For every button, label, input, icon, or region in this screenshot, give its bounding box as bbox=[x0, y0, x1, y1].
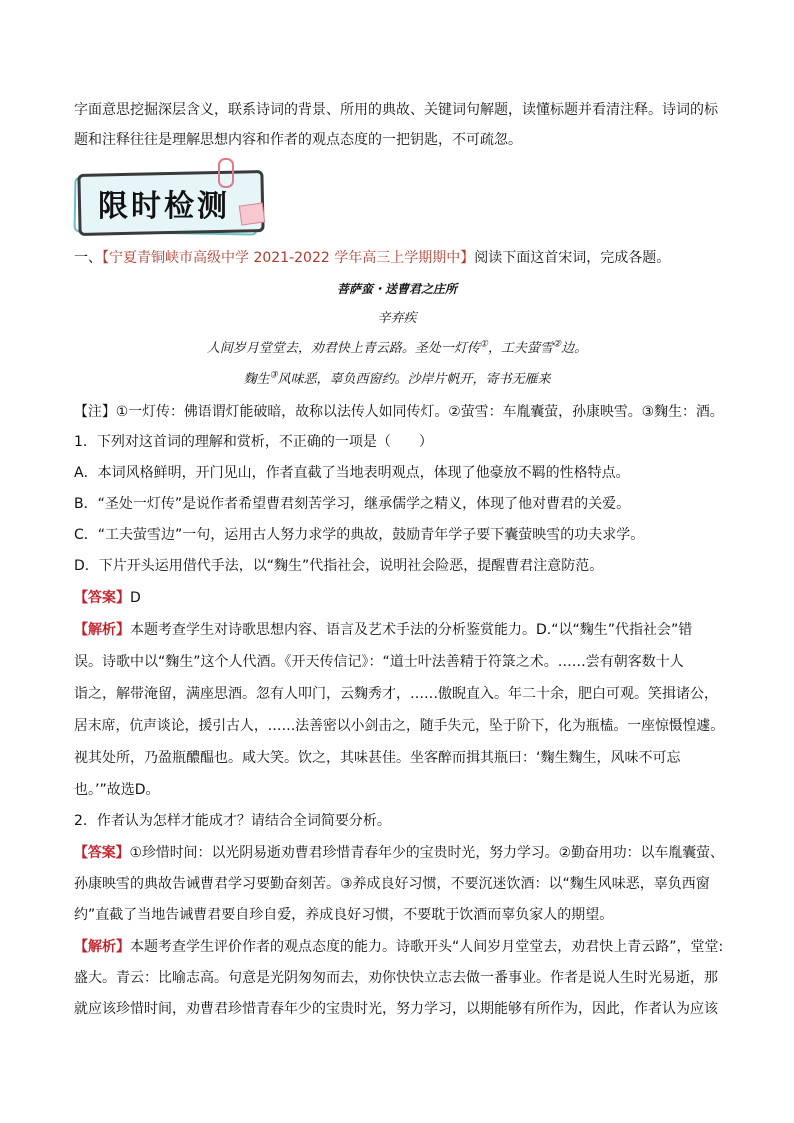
footnote-marker-2: ② bbox=[553, 339, 562, 350]
q2-analysis-line-1 bbox=[74, 937, 723, 957]
q2-answer-line-3: 约”直截了当地告诫曹君要自珍自爱，养成良好习惯，不要耽于饮酒而辜负家人的期望。 bbox=[74, 907, 614, 923]
paperclip-icon bbox=[218, 158, 234, 188]
question-header bbox=[74, 248, 670, 268]
analysis-label: 【解析】 bbox=[74, 939, 130, 955]
answer-text: ①珍惜时间：以光阴易逝劝曹君珍惜青春年少的宝贵时光，努力学习。②勤奋用功：以车胤囊萤、 bbox=[129, 845, 724, 861]
q1-option-a: A．本词风格鲜明，开门见山，作者直截了当地表明观点，体现了他豪放不羁的性格特点。 bbox=[74, 465, 630, 481]
q1-analysis-line-3: 诣之，解带淹留，满座思酒。忽有人叩门，云麴秀才，……傲睨直入。年二十余，肥白可观。笑揖诸公， bbox=[74, 686, 718, 702]
intro-line-2: 题和注释往往是理解思想内容和作者的观点态度的一把钥匙，不可疏忽。 bbox=[74, 132, 522, 148]
analysis-text: 本题考查学生评价作者的观点态度的能力。诗歌开头“人间岁月堂堂去，劝君快上青云路”，堂堂: bbox=[130, 939, 724, 955]
poem-line-1 bbox=[0, 340, 794, 358]
footnote-marker-1: ① bbox=[479, 339, 488, 350]
q2-stem: 2．作者认为怎样才能成才？请结合全词简要分析。 bbox=[74, 813, 391, 829]
q1-analysis-line-2: 误。诗歌中以“麴生”这个人代酒。《开天传信记》：“道士叶法善精于符箓之术。……尝有朝客数十人 bbox=[74, 654, 684, 670]
poem-author: 辛弃疾 bbox=[377, 311, 417, 326]
question-number: 一、 bbox=[74, 250, 102, 266]
q1-analysis-line-4: 居末席，伉声谈论，援引古人，……法善密以小剑击之，随手失元，坠于阶下，化为瓶榼。一座惊慑惶遽。 bbox=[74, 718, 725, 734]
question-source: 【宁夏青铜峡市高级中学 2021-2022 学年高三上学期期中】 bbox=[102, 250, 475, 266]
intro-line-1: 字面意思挖掘深层含义，联系诗词的背景、所用的典故、关键词句解题，读懂标题并看清注释。诗词的标 bbox=[74, 102, 718, 118]
q1-analysis-line-5: 视其处所，乃盈瓶醲醖也。咸大笑。饮之，其味甚佳。坐客醉而揖其瓶曰：‘麴生麴生，风味不可忘 bbox=[74, 750, 681, 766]
answer-label: 【答案】 bbox=[74, 845, 130, 861]
poem-line-2-a: 麴生 bbox=[243, 372, 270, 387]
q1-stem: 1．下列对这首词的理解和赏析，不正确的一项是（ ） bbox=[74, 434, 433, 450]
poem-line-1-a: 人间岁月堂堂去，劝君快上青云路。圣处一灯传 bbox=[206, 341, 480, 356]
q2-analysis-line-3: 就应该珍惜时间，劝曹君珍惜青春年少的宝贵时光，努力学习，以期能够有所作为，因此，作者认为应该 bbox=[74, 1001, 718, 1017]
poem-line-1-b: ，工夫萤雪 bbox=[487, 341, 553, 356]
poem-notes: 【注】①一灯传：佛语谓灯能破暗，故称以法传人如同传灯。②萤雪：车胤囊萤，孙康映雪。③麴生：酒。 bbox=[74, 404, 724, 420]
poem-line-2-b: 风味恶，辜负西窗约。沙岸片帆开，寄书无雁来 bbox=[277, 372, 551, 387]
q2-answer-line-1 bbox=[74, 843, 724, 863]
footnote-marker-3: ③ bbox=[269, 370, 278, 381]
q2-answer-line-2: 孙康映雪的典故告诫曹君学习要勤奋刻苦。③养成良好习惯，不要沉迷饮酒：以“麴生风味恶，辜负西窗 bbox=[74, 876, 710, 892]
q1-option-d: D．下片开头运用借代手法，以“麴生”代指社会，说明社会险恶，提醒曹君注意防范。 bbox=[74, 558, 604, 574]
answer-value: D bbox=[130, 590, 141, 606]
analysis-label: 【解析】 bbox=[74, 622, 130, 638]
poem-line-1-c: 边。 bbox=[561, 341, 588, 356]
q1-analysis-line-6: 也。’”故选D。 bbox=[74, 782, 160, 798]
analysis-text: 本题考查学生对诗歌思想内容、语言及艺术手法的分析鉴赏能力。D.“以“麴生”代指社会”错 bbox=[130, 622, 693, 638]
q1-option-b: B．“圣处一灯传”是说作者希望曹君刻苦学习，继承儒学之精义，体现了他对曹君的关爱。 bbox=[74, 496, 631, 512]
poem-line-2 bbox=[0, 371, 794, 389]
q1-analysis-line-1 bbox=[74, 620, 692, 640]
question-instruction: 阅读下面这首宋词，完成各题。 bbox=[474, 250, 671, 266]
ribbon-icon bbox=[239, 202, 266, 225]
section-banner bbox=[72, 168, 262, 234]
q1-answer bbox=[74, 588, 141, 608]
banner-title: 限时检测 bbox=[98, 189, 230, 224]
q1-option-c: C．“工夫萤雪边”一句，运用古人努力求学的典故，鼓励青年学子要下囊萤映雪的功夫求学。 bbox=[74, 527, 645, 543]
q2-analysis-line-2: 盛大。青云：比喻志高。句意是光阴匆匆而去，劝你快快立志去做一番事业。作者是说人生时光易逝，那 bbox=[74, 970, 718, 986]
answer-label: 【答案】 bbox=[74, 590, 130, 606]
poem-title: 菩萨蛮・送曹君之庄所 bbox=[336, 282, 457, 296]
